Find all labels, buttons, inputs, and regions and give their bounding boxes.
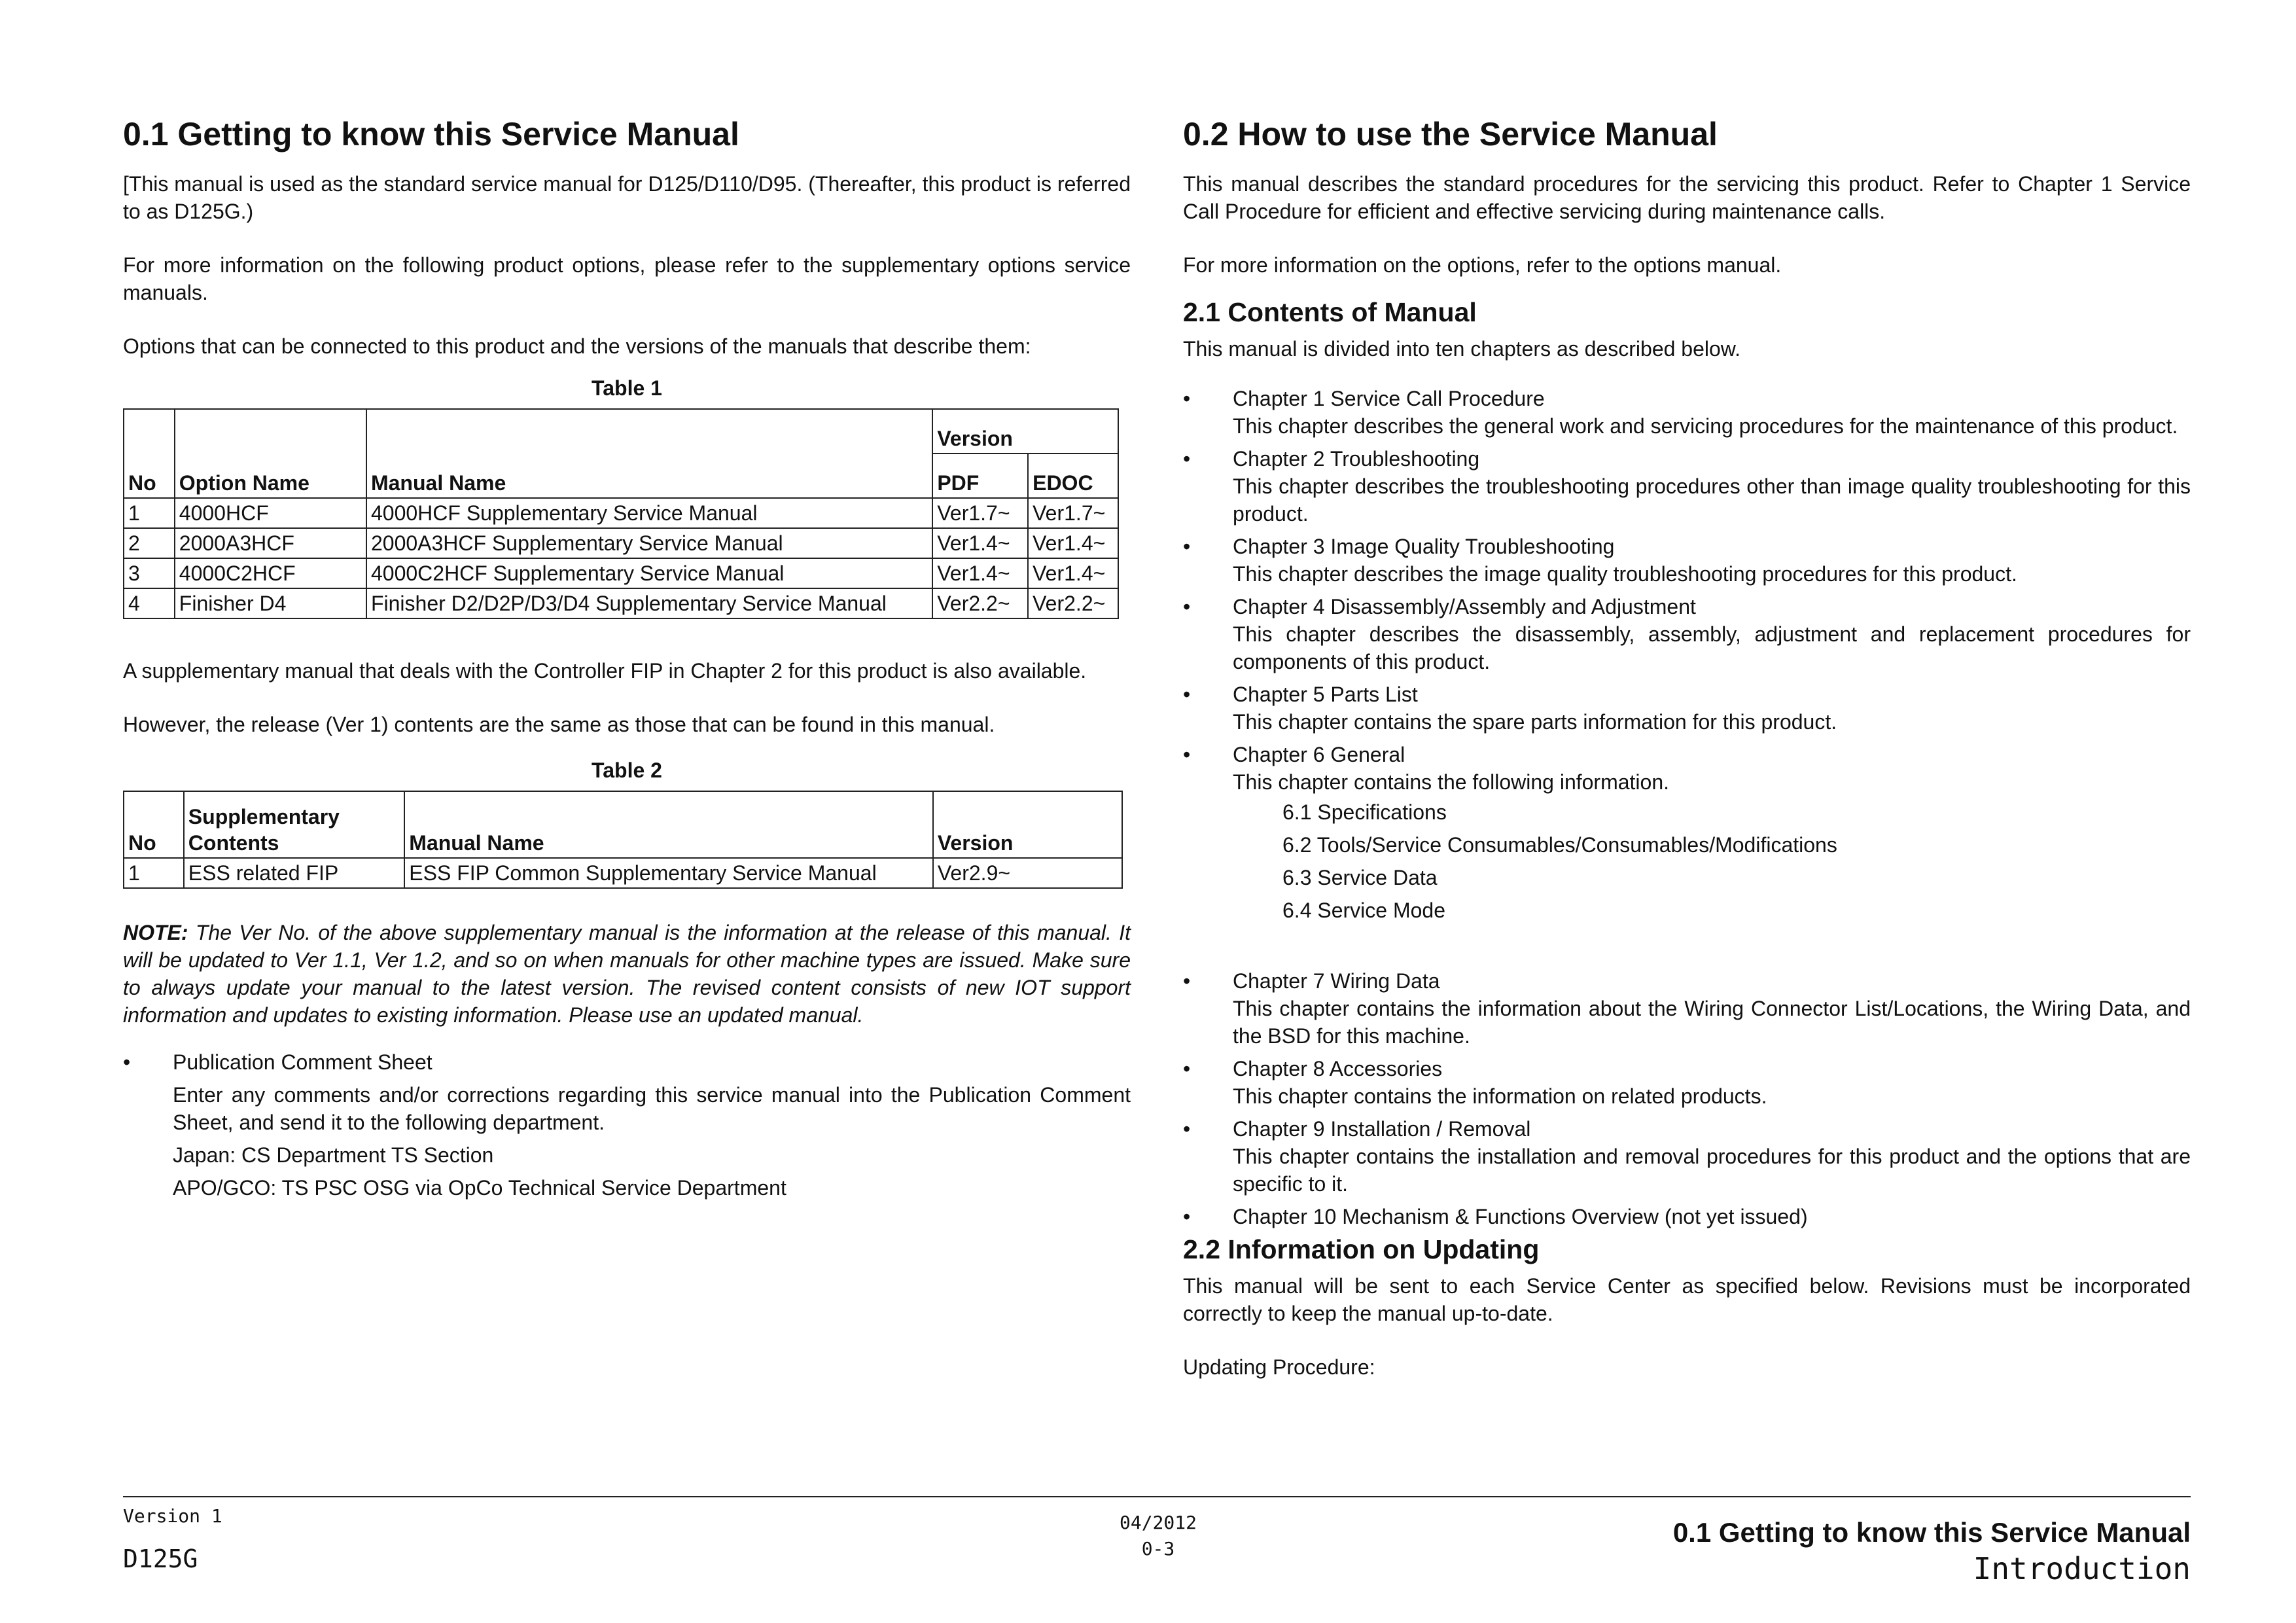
chapter-desc: This chapter describes the troubleshooting procedures other than image quality troubleshooting for this product. — [1233, 474, 2191, 526]
chapter-desc: This chapter contains the following information. — [1233, 770, 1670, 794]
cell-option: Finisher D4 — [175, 588, 366, 618]
left-column — [123, 111, 1131, 1202]
bullet-title: Publication Comment Sheet — [173, 1050, 433, 1074]
subsection-heading-2-2: 2.2 Information on Updating — [1183, 1234, 1540, 1264]
note-text: The Ver No. of the above supplementary manual is the information at the release of this manual. It will be updated to Ver 1.1, Ver 1.2, and so on when manuals for other machine types are issued. Make sure to always update your manual to the latest version. The revised content consists of new IOT support information and updates to existing information. Please use an updated manual. — [123, 921, 1131, 1027]
chapter-title: Chapter 6 General — [1233, 743, 1405, 766]
right-column — [1183, 111, 2191, 1407]
footer-model: D125G — [123, 1544, 198, 1573]
cell-no: 1 — [124, 858, 184, 888]
ch6-item: 6.1 Specifications — [1282, 800, 1447, 824]
header-option-name: Option Name — [175, 409, 366, 498]
release-paragraph: However, the release (Ver 1) contents are the same as those that can be found in this manual. — [123, 713, 995, 736]
cell-option: 4000C2HCF — [175, 558, 366, 588]
cell-edoc: Ver1.4~ — [1028, 558, 1118, 588]
footer-divider — [123, 1496, 2191, 1497]
cell-no: 3 — [124, 558, 175, 588]
bullet-body: Enter any comments and/or corrections regarding this service manual into the Publication Comment Sheet, and send it to the following department. — [173, 1083, 1131, 1134]
chapter-list — [1183, 385, 2191, 1230]
list-item — [1183, 681, 2191, 708]
table-row — [124, 858, 1122, 888]
chapter-title: Chapter 2 Troubleshooting — [1233, 447, 1480, 471]
cell-no: 2 — [124, 528, 175, 558]
footer-page-number: 0-3 — [1141, 1538, 1175, 1560]
options-versions-paragraph: Options that can be connected to this product and the versions of the manuals that describe them: — [123, 334, 1031, 358]
subsection-heading-2-1: 2.1 Contents of Manual — [1183, 297, 1477, 327]
cell-version: Ver2.9~ — [933, 858, 1122, 888]
cell-no: 4 — [124, 588, 175, 618]
chapter-desc: This chapter contains the installation and removal procedures for this product and the options that are specific to it. — [1233, 1145, 2191, 1196]
footer-date: 04/2012 — [1119, 1512, 1197, 1533]
cell-edoc: Ver1.4~ — [1028, 528, 1118, 558]
bullet-mark: • — [1183, 1117, 1191, 1141]
bullet-mark: • — [1183, 595, 1191, 618]
table-row — [124, 558, 1118, 588]
bullet-mark: • — [123, 1050, 131, 1074]
cell-contents: ESS related FIP — [184, 858, 404, 888]
header-no: No — [124, 791, 184, 858]
header-no: No — [124, 409, 175, 498]
bullet-mark: • — [1183, 1205, 1191, 1228]
list-item — [1183, 1055, 2191, 1082]
cell-edoc: Ver2.2~ — [1028, 588, 1118, 618]
cell-pdf: Ver1.4~ — [932, 558, 1028, 588]
section-heading-0-1: 0.1 Getting to know this Service Manual — [123, 116, 739, 152]
list-item — [1183, 593, 2191, 620]
chapter-title: Chapter 10 Mechanism & Functions Overview (not yet issued) — [1233, 1205, 1808, 1228]
cell-manual: 4000HCF Supplementary Service Manual — [366, 498, 932, 528]
cell-manual: 4000C2HCF Supplementary Service Manual — [366, 558, 932, 588]
table-row — [124, 588, 1118, 618]
cell-option: 4000HCF — [175, 498, 366, 528]
list-item — [1183, 1203, 2191, 1230]
ch6-item: 6.4 Service Mode — [1282, 899, 1446, 922]
updating-paragraph: This manual will be sent to each Service Center as specified below. Revisions must be incorporated correctly to keep the manual up-to-date. — [1183, 1274, 2191, 1325]
list-item — [1183, 385, 2191, 412]
chapter-title: Chapter 3 Image Quality Troubleshooting — [1233, 535, 1615, 558]
header-contents-line2: Contents — [188, 831, 279, 855]
header-manual-name: Manual Name — [404, 791, 933, 858]
list-item — [1183, 1115, 2191, 1143]
cell-no: 1 — [124, 498, 175, 528]
table-row — [124, 528, 1118, 558]
list-item — [1183, 741, 2191, 768]
chapter-desc: This chapter contains the information on related products. — [1233, 1084, 1767, 1108]
japan-department: Japan: CS Department TS Section — [173, 1143, 494, 1167]
supplementary-table — [123, 791, 1123, 889]
chapter-desc: This chapter describes the general work and servicing procedures for the maintenance of this product. — [1233, 414, 2178, 438]
footer-chapter-title: Introduction — [1973, 1551, 2191, 1586]
header-contents-line1: Supplementary — [188, 805, 340, 829]
chapter-title: Chapter 5 Parts List — [1233, 683, 1418, 706]
chapter-desc: This chapter describes the image quality troubleshooting procedures for this product. — [1233, 562, 2017, 586]
cell-edoc: Ver1.7~ — [1028, 498, 1118, 528]
apo-department: APO/GCO: TS PSC OSG via OpCo Technical Service Department — [173, 1176, 786, 1200]
bullet-mark: • — [1183, 969, 1191, 993]
bullet-mark: • — [1183, 535, 1191, 558]
note-block — [123, 919, 1131, 1029]
header-edoc: EDOC — [1028, 454, 1118, 498]
header-pdf: PDF — [932, 454, 1028, 498]
bullet-mark: • — [1183, 1057, 1191, 1080]
header-manual-name: Manual Name — [366, 409, 932, 498]
table2-caption: Table 2 — [592, 758, 662, 782]
cell-manual: ESS FIP Common Supplementary Service Manual — [404, 858, 933, 888]
list-item — [1183, 967, 2191, 995]
footer-section-title: 0.1 Getting to know this Service Manual — [1672, 1517, 2191, 1548]
list-item — [1183, 445, 2191, 473]
header-supplementary-contents — [184, 791, 404, 858]
how-to-use-paragraph: This manual describes the standard procedures for the servicing this product. Refer to Chapter 1 Service Call Procedure for efficient and effective servicing during maintenance calls. — [1183, 172, 2191, 223]
header-version: Version — [933, 791, 1122, 858]
cell-pdf: Ver1.7~ — [932, 498, 1028, 528]
section-heading-0-2: 0.2 How to use the Service Manual — [1183, 116, 1718, 152]
chapter-desc: This chapter contains the information about the Wiring Connector List/Locations, the Wiring Data, and the BSD for this machine. — [1233, 997, 2191, 1048]
options-table — [123, 408, 1119, 619]
chapter-desc: This chapter describes the disassembly, assembly, adjustment and replacement procedures for components of this product. — [1233, 622, 2191, 673]
table1-caption: Table 1 — [592, 376, 662, 400]
intro-paragraph: [This manual is used as the standard service manual for D125/D110/D95. (Thereafter, this product is referred to as D125G.) — [123, 172, 1131, 223]
list-item — [123, 1048, 1131, 1076]
table-header-row — [124, 409, 1118, 454]
bullet-mark: • — [1183, 447, 1191, 471]
cell-option: 2000A3HCF — [175, 528, 366, 558]
chapter-title: Chapter 9 Installation / Removal — [1233, 1117, 1531, 1141]
controller-fip-paragraph: A supplementary manual that deals with the Controller FIP in Chapter 2 for this product is also available. — [123, 659, 1087, 683]
table-header-row — [124, 791, 1122, 858]
chapter-title: Chapter 7 Wiring Data — [1233, 969, 1440, 993]
bullet-mark: • — [1183, 683, 1191, 706]
updating-procedure: Updating Procedure: — [1183, 1355, 1375, 1379]
chapter-desc: This chapter contains the spare parts information for this product. — [1233, 710, 1837, 734]
options-info-paragraph: For more information on the following product options, please refer to the supplementary options service manuals. — [123, 253, 1131, 304]
cell-manual: Finisher D2/D2P/D3/D4 Supplementary Service Manual — [366, 588, 932, 618]
header-version: Version — [932, 409, 1118, 454]
ch6-item: 6.2 Tools/Service Consumables/Consumables/Modifications — [1282, 833, 1837, 857]
chapter-title: Chapter 1 Service Call Procedure — [1233, 387, 1545, 410]
options-manual-paragraph: For more information on the options, refer to the options manual. — [1183, 253, 1782, 277]
chapter-title: Chapter 4 Disassembly/Assembly and Adjustment — [1233, 595, 1696, 618]
ch6-item: 6.3 Service Data — [1282, 866, 1438, 889]
cell-pdf: Ver1.4~ — [932, 528, 1028, 558]
list-item — [1183, 533, 2191, 560]
table-row — [124, 498, 1118, 528]
chapter-title: Chapter 8 Accessories — [1233, 1057, 1443, 1080]
cell-manual: 2000A3HCF Supplementary Service Manual — [366, 528, 932, 558]
cell-pdf: Ver2.2~ — [932, 588, 1028, 618]
contents-intro: This manual is divided into ten chapters as described below. — [1183, 337, 1741, 361]
bullet-mark: • — [1183, 387, 1191, 410]
footer-version: Version 1 — [123, 1505, 222, 1527]
bullet-mark: • — [1183, 743, 1191, 766]
note-label: NOTE: — [123, 921, 188, 944]
